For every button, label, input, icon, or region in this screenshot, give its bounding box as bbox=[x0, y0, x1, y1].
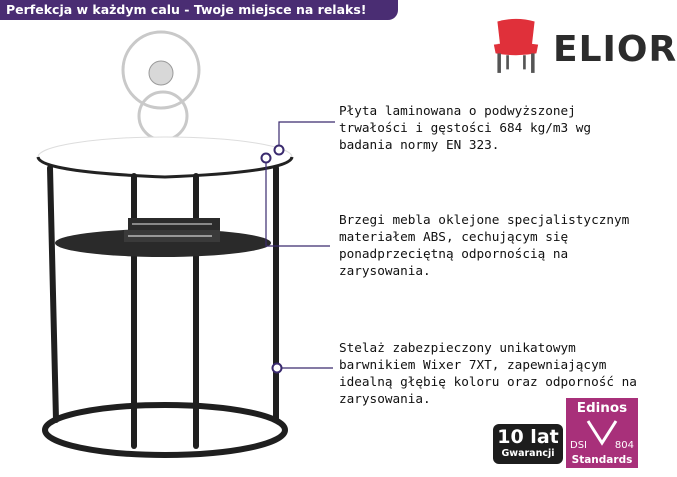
certificate-badge bbox=[566, 398, 638, 468]
warranty-label: Gwarancji bbox=[501, 448, 555, 459]
ring-decoration bbox=[123, 32, 199, 140]
warranty-value: 10 lat bbox=[497, 426, 559, 448]
warranty-badge bbox=[493, 424, 563, 464]
certificate-right: 804 bbox=[614, 440, 634, 451]
promo-banner: Perfekcja w każdym calu - Twoje miejsce na relaks! bbox=[0, 0, 398, 20]
certificate-title: Edinos bbox=[576, 400, 628, 416]
brand-name: ELIOR bbox=[553, 29, 677, 70]
chrome-ball bbox=[149, 61, 173, 85]
marker-frame bbox=[273, 364, 282, 373]
certificate-bottom: Standards bbox=[571, 454, 633, 466]
certificate-left: DSI bbox=[570, 440, 587, 451]
books bbox=[124, 218, 220, 242]
feature-frame: Stelaż zabezpieczony unikatowym barwnikiem Wixer 7XT, zapewniającym idealną głębię koloru oraz odporność na zarysowania. bbox=[339, 340, 637, 406]
feature-board: Płyta laminowana o podwyższonej trwałości i gęstości 684 kg/m3 wg badania normy EN 323. bbox=[339, 103, 592, 152]
feature-edges: Brzegi mebla oklejone specjalistycznym materiałem ABS, cechującym się ponadprzeciętną odpornością na zarysowania. bbox=[339, 212, 630, 278]
marker-top bbox=[275, 146, 284, 155]
marker-edge bbox=[262, 154, 271, 163]
base-ring bbox=[45, 405, 285, 455]
chair-logo-icon bbox=[485, 18, 547, 80]
